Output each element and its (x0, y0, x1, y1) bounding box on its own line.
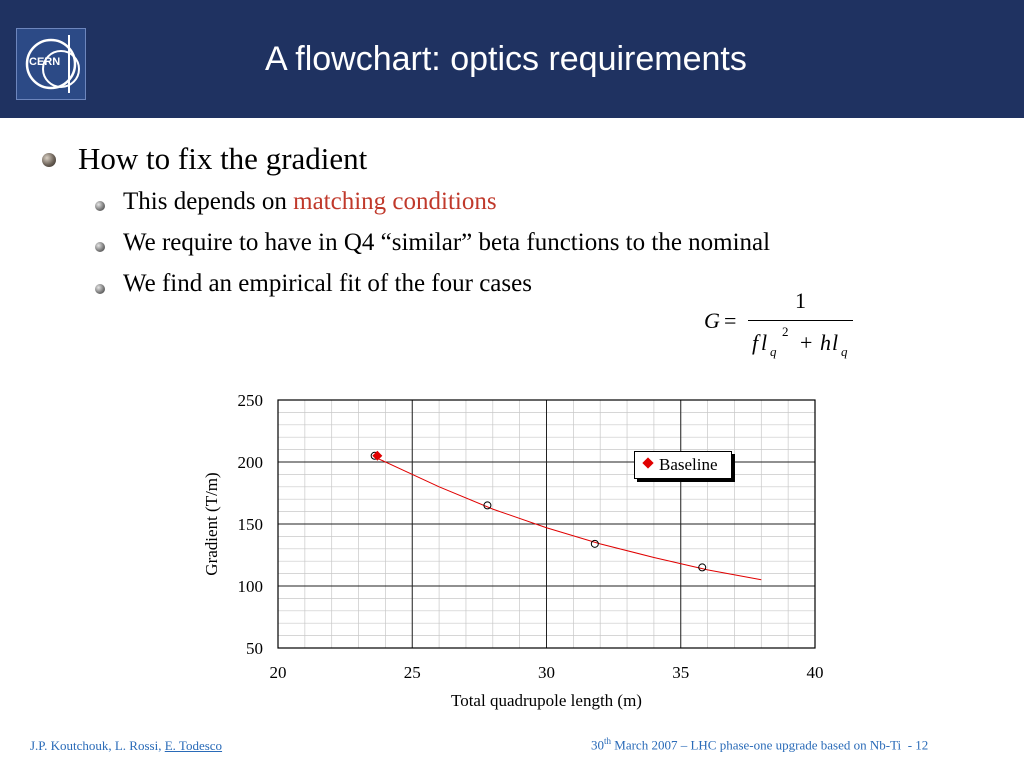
slide-title: A flowchart: optics requirements (265, 40, 747, 78)
sub-bullet-icon (95, 201, 105, 211)
formula-plus: + (800, 330, 813, 355)
sub-bullet-icon (95, 242, 105, 252)
footer-info: 30th March 2007 – LHC phase-one upgrade based on Nb-Ti - 12 (591, 736, 929, 753)
gradient-formula (700, 288, 860, 364)
formula-l2: l (832, 330, 839, 355)
bullet-main: How to fix the gradient (78, 141, 368, 176)
formula-equals: = (724, 308, 737, 333)
cern-logo (16, 28, 86, 100)
chart-legend (634, 451, 732, 479)
page-number: - 12 (907, 737, 929, 753)
formula-h: h (820, 330, 831, 355)
cern-logo-text: CERN (29, 56, 61, 68)
x-tick-label: 40 (806, 663, 824, 682)
legend-diamond-icon (642, 457, 653, 468)
formula-sub2: q (841, 344, 848, 359)
formula-power: 2 (782, 324, 789, 339)
sub-bullet-1: This depends on matching conditions (123, 188, 497, 215)
x-tick-label: 25 (403, 663, 421, 682)
author-link[interactable]: E. Todesco (164, 738, 223, 753)
bullet-icon (42, 153, 56, 167)
legend-label: Baseline (659, 455, 718, 474)
formula-l1: l (761, 330, 768, 355)
sub-bullet-icon (95, 284, 105, 294)
formula-lhs: G (704, 308, 720, 333)
sub-bullet-3: We find an empirical fit of the four cases (123, 270, 532, 297)
formula-f: f (752, 330, 759, 355)
y-tick-label: 50 (246, 639, 263, 658)
y-tick-label: 200 (237, 453, 263, 472)
y-tick-label: 150 (237, 515, 263, 534)
x-tick-label: 20 (269, 663, 287, 682)
slide-header (0, 0, 1024, 118)
sub-bullet-2: We require to have in Q4 “similar” beta functions to the nominal (123, 229, 771, 256)
x-tick-label: 30 (538, 663, 555, 682)
y-axis-label: Gradient (T/m) (202, 472, 221, 576)
x-axis-label: Total quadrupole length (m) (451, 691, 642, 710)
data-point (591, 540, 598, 547)
y-tick-label: 100 (237, 577, 263, 596)
gradient-chart (195, 385, 835, 715)
footer-authors: J.P. Koutchouk, L. Rossi, E. Todesco (30, 738, 223, 753)
formula-numerator: 1 (795, 288, 806, 313)
data-point (699, 564, 706, 571)
highlight-text: matching conditions (293, 188, 497, 215)
x-tick-label: 35 (672, 663, 690, 682)
y-tick-label: 250 (237, 391, 263, 410)
cern-logo-icon (17, 29, 85, 99)
fraction-bar (748, 320, 853, 321)
formula-sub1: q (770, 344, 777, 359)
